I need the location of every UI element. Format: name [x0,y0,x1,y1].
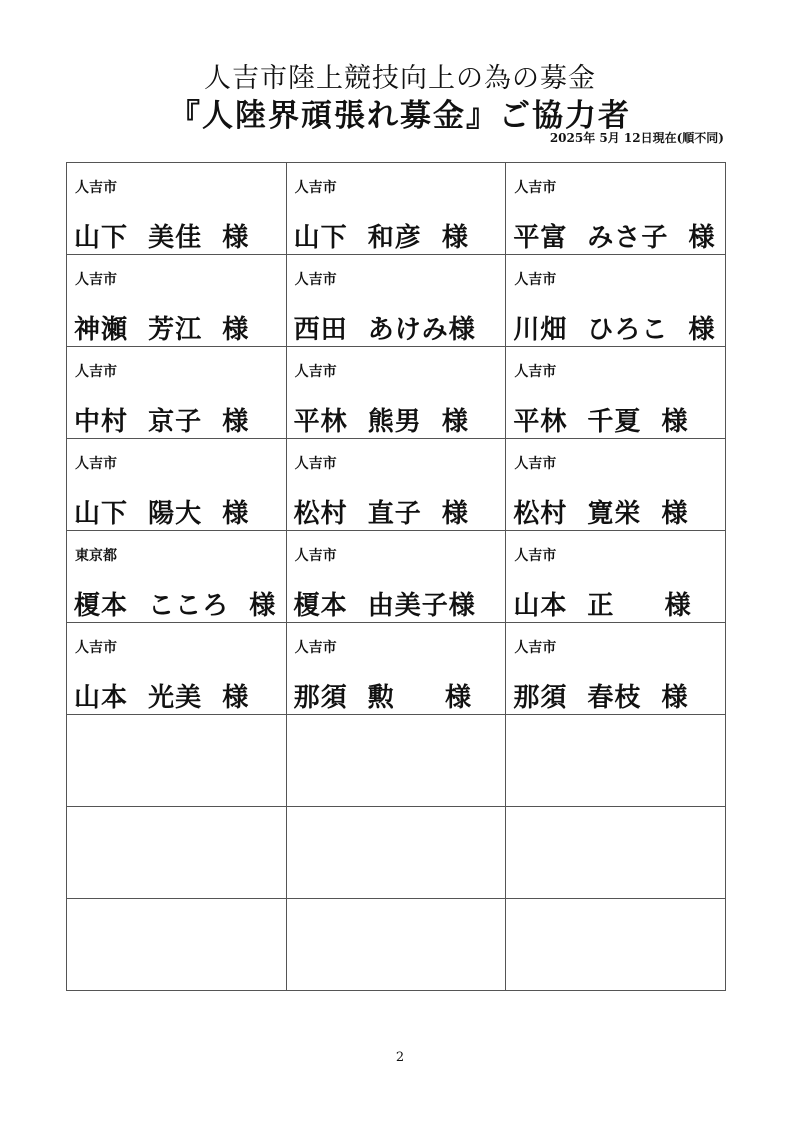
table-row [67,255,726,347]
donor-cell [506,255,726,347]
donor-city: 人吉市 [514,456,557,472]
empty-cell [506,715,726,807]
donor-cell [67,255,287,347]
table-row [67,531,726,623]
empty-cell [506,899,726,991]
donor-cell [67,623,287,715]
page-number: 2 [395,1050,405,1065]
donor-city: 人吉市 [294,456,337,472]
empty-cell [67,807,287,899]
table-row [67,715,726,807]
donor-city: 人吉市 [294,640,337,656]
donor-city: 人吉市 [294,272,337,288]
donor-cell [506,439,726,531]
empty-cell [67,715,287,807]
donor-cell [286,255,506,347]
donor-city: 人吉市 [294,364,337,380]
donor-name: 山本 光美 様 [74,683,250,713]
donor-name: 中村 京子 様 [74,407,250,437]
donor-cell [67,439,287,531]
donor-city: 人吉市 [75,272,117,288]
donor-city: 人吉市 [75,640,117,656]
donor-city: 人吉市 [514,640,557,656]
donor-cell [286,531,506,623]
donor-name: 榎本 こころ 様 [74,591,277,621]
donor-name: 那須 勲 様 [293,683,473,713]
donor-cell [286,623,506,715]
donor-city: 人吉市 [75,456,117,472]
donor-cell [286,347,506,439]
donor-name: 榎本 由美子様 [293,591,476,621]
donor-name: 平富 みさ子 様 [513,223,716,253]
donor-cell [506,347,726,439]
donor-city: 人吉市 [514,180,557,196]
document-subtitle: 『人陸界頑張れ募金』ご協力者 [169,98,631,134]
empty-cell [67,899,287,991]
donor-cell [286,439,506,531]
donor-cell [506,531,726,623]
donor-city: 人吉市 [75,364,117,380]
donor-cell [67,347,287,439]
empty-cell [286,807,506,899]
table-row [67,163,726,255]
donor-cell [67,163,287,255]
empty-cell [506,807,726,899]
table-row [67,623,726,715]
donor-name: 川畑 ひろこ 様 [513,315,716,345]
table-row [67,439,726,531]
donor-name: 那須 春枝 様 [513,683,689,713]
donor-city: 人吉市 [75,180,117,196]
donor-name: 神瀬 芳江 様 [74,315,250,345]
table-row [67,347,726,439]
donor-city: 人吉市 [294,548,337,564]
empty-cell [286,715,506,807]
donor-name: 平林 熊男 様 [293,407,469,437]
as-of-date: 2025年 5月 12日現在(順不同) [549,131,724,145]
donor-name: 山下 美佳 様 [74,223,250,253]
donor-cell [286,163,506,255]
donor-name: 山下 陽大 様 [74,499,250,529]
donor-city: 人吉市 [514,272,557,288]
table-row [67,807,726,899]
donor-cell [67,531,287,623]
donor-city: 人吉市 [514,364,557,380]
donor-city: 人吉市 [294,180,337,196]
donor-name: 平林 千夏 様 [513,407,689,437]
table-row [67,899,726,991]
donor-city: 東京都 [75,548,117,564]
empty-cell [286,899,506,991]
donor-city: 人吉市 [514,548,557,564]
donor-name: 松村 直子 様 [293,499,469,529]
donor-name: 西田 あけみ様 [293,315,476,345]
donor-cell [506,163,726,255]
donor-name: 山下 和彦 様 [293,223,469,253]
donor-name: 松村 寛栄 様 [513,499,689,529]
donor-cell [506,623,726,715]
donor-name: 山本 正 様 [513,591,692,621]
document-title: 人吉市陸上競技向上の為の募金 [204,63,596,94]
donor-table [66,162,726,991]
